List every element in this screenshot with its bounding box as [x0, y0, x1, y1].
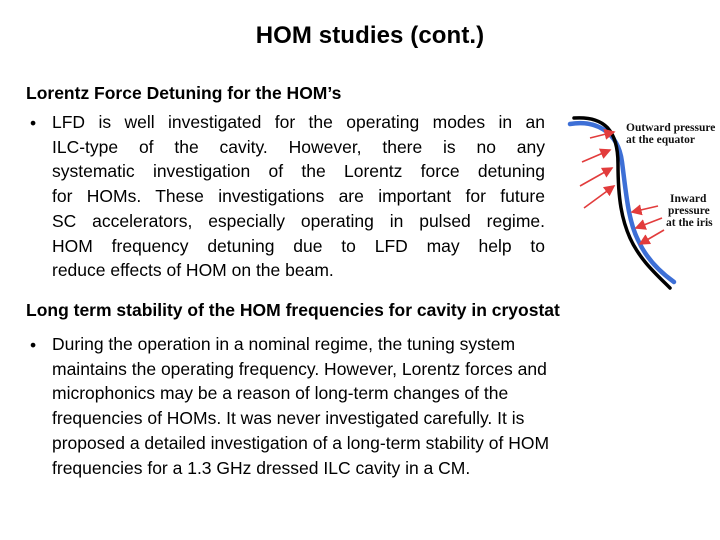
- bullet-marker: •: [30, 335, 37, 355]
- label-inward-line1: Inward: [670, 193, 707, 205]
- label-outward-line1: Outward pressure: [626, 122, 716, 134]
- section-heading-lfd: Lorentz Force Detuning for the HOM’s: [26, 83, 342, 103]
- label-inward-line2: pressure: [668, 205, 710, 217]
- slide-title: HOM studies (cont.): [255, 22, 485, 49]
- text-line: proposed a detailed investigation of a long-term stability of HOM: [52, 432, 550, 453]
- text-line: maintains the operating frequency. However, Lorentz forces and: [52, 358, 547, 379]
- text-line: ILC-type of the cavity. However, there is no any: [52, 136, 545, 157]
- text-line: frequencies for a 1.3 GHz dressed ILC cavity in a CM.: [52, 457, 471, 478]
- text-line: for HOMs. These investigations are important for future: [52, 186, 545, 207]
- bullet-marker: •: [30, 113, 37, 133]
- cavity-deformation-figure: [560, 112, 720, 292]
- bullet-text-stability: [52, 332, 549, 480]
- text-line: systematic investigation of the Lorentz force detuning: [52, 161, 545, 182]
- label-outward-line2: at the equator: [626, 134, 695, 146]
- text-line: microphonics may be a reason of long-term changes of the: [52, 383, 509, 404]
- text-line: LFD is well investigated for the operating modes in an: [52, 112, 545, 132]
- text-line: reduce effects of HOM on the beam.: [52, 260, 334, 281]
- text-line: frequencies of HOMs. It was never investigated carefully. It is: [52, 408, 525, 429]
- text-line: SC accelerators, especially operating in pulsed regime.: [52, 210, 545, 231]
- deformed-wall-curve: [570, 123, 674, 282]
- section-heading-long-term-stability: Long term stability of the HOM frequencies for cavity in cryostat: [26, 300, 560, 320]
- text-line: HOM frequency detuning due to LFD may help to: [52, 235, 545, 256]
- bullet-text-lfd: [52, 110, 545, 283]
- outward-pressure-arrows: [580, 132, 614, 208]
- label-inward-line3: at the iris: [666, 217, 713, 229]
- text-line: During the operation in a nominal regime, the tuning system: [52, 334, 516, 354]
